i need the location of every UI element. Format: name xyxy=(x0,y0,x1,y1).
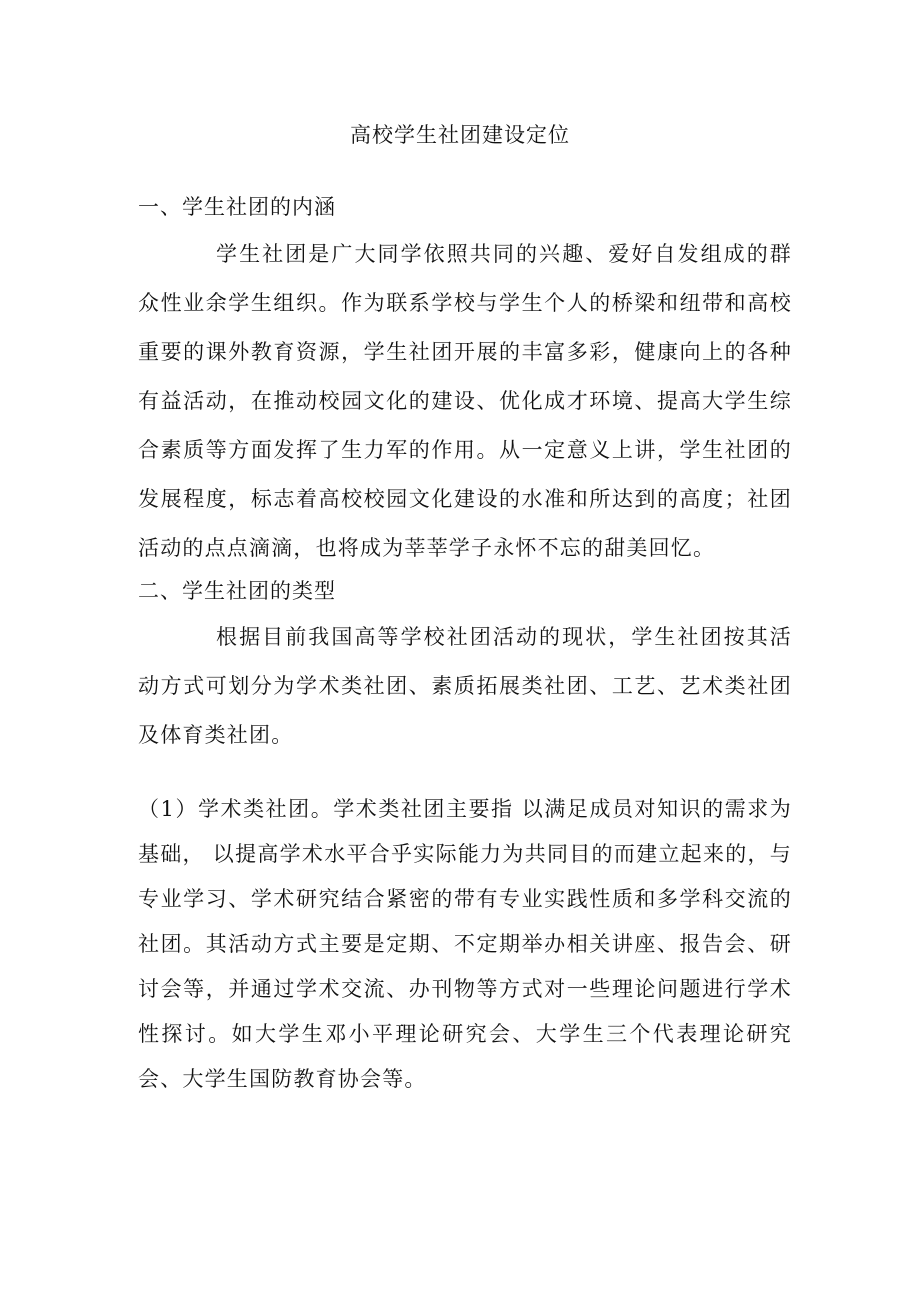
section-paragraph-2: 根据目前我国高等学校社团活动的现状，学生社团按其活动方式可划分为学术类社团、素质拓展类社团、工艺、艺术类社团及体育类社团。 xyxy=(138,625,792,747)
section-paragraph-1: 学生社团是广大同学依照共同的兴趣、爱好自发组成的群众性业余学生组织。作为联系学校与学生个人的桥梁和纽带和高校重要的课外教育资源，学生社团开展的丰富多彩，健康向上的各种有益活动，在推动校园文化的建设、优化成才环境、提高大学生综合素质等方面发挥了生力军的作用。从一定意义上讲，学生社团的发展程度，标志着高校校园文化建设的水准和所达到的高度；社团活动的点点滴滴，也将成为莘莘学子永怀不忘的甜美回忆。 xyxy=(138,242,792,560)
document-title: 高校学生社团建设定位 xyxy=(350,123,570,147)
section-heading-1: 一、学生社团的内涵 xyxy=(138,195,336,219)
section-heading-2: 二、学生社团的类型 xyxy=(138,579,336,603)
list-item-academic-societies: （1）学术类社团。学术类社团主要指 以满足成员对知识的需求为基础， 以提高学术水平合乎实际能力为共同目的而建立起来的，与专业学习、学术研究结合紧密的带有专业实践性质和多学科交流的社团。其活动方式主要是定期、不定期举办相关讲座、报告会、研讨会等，并通过学术交流、办刊物等方式对一些理论问题进行学术性探讨。如大学生邓小平理论研究会、大学生三个代表理论研究会、大学生国防教育协会等。 xyxy=(138,797,792,1091)
